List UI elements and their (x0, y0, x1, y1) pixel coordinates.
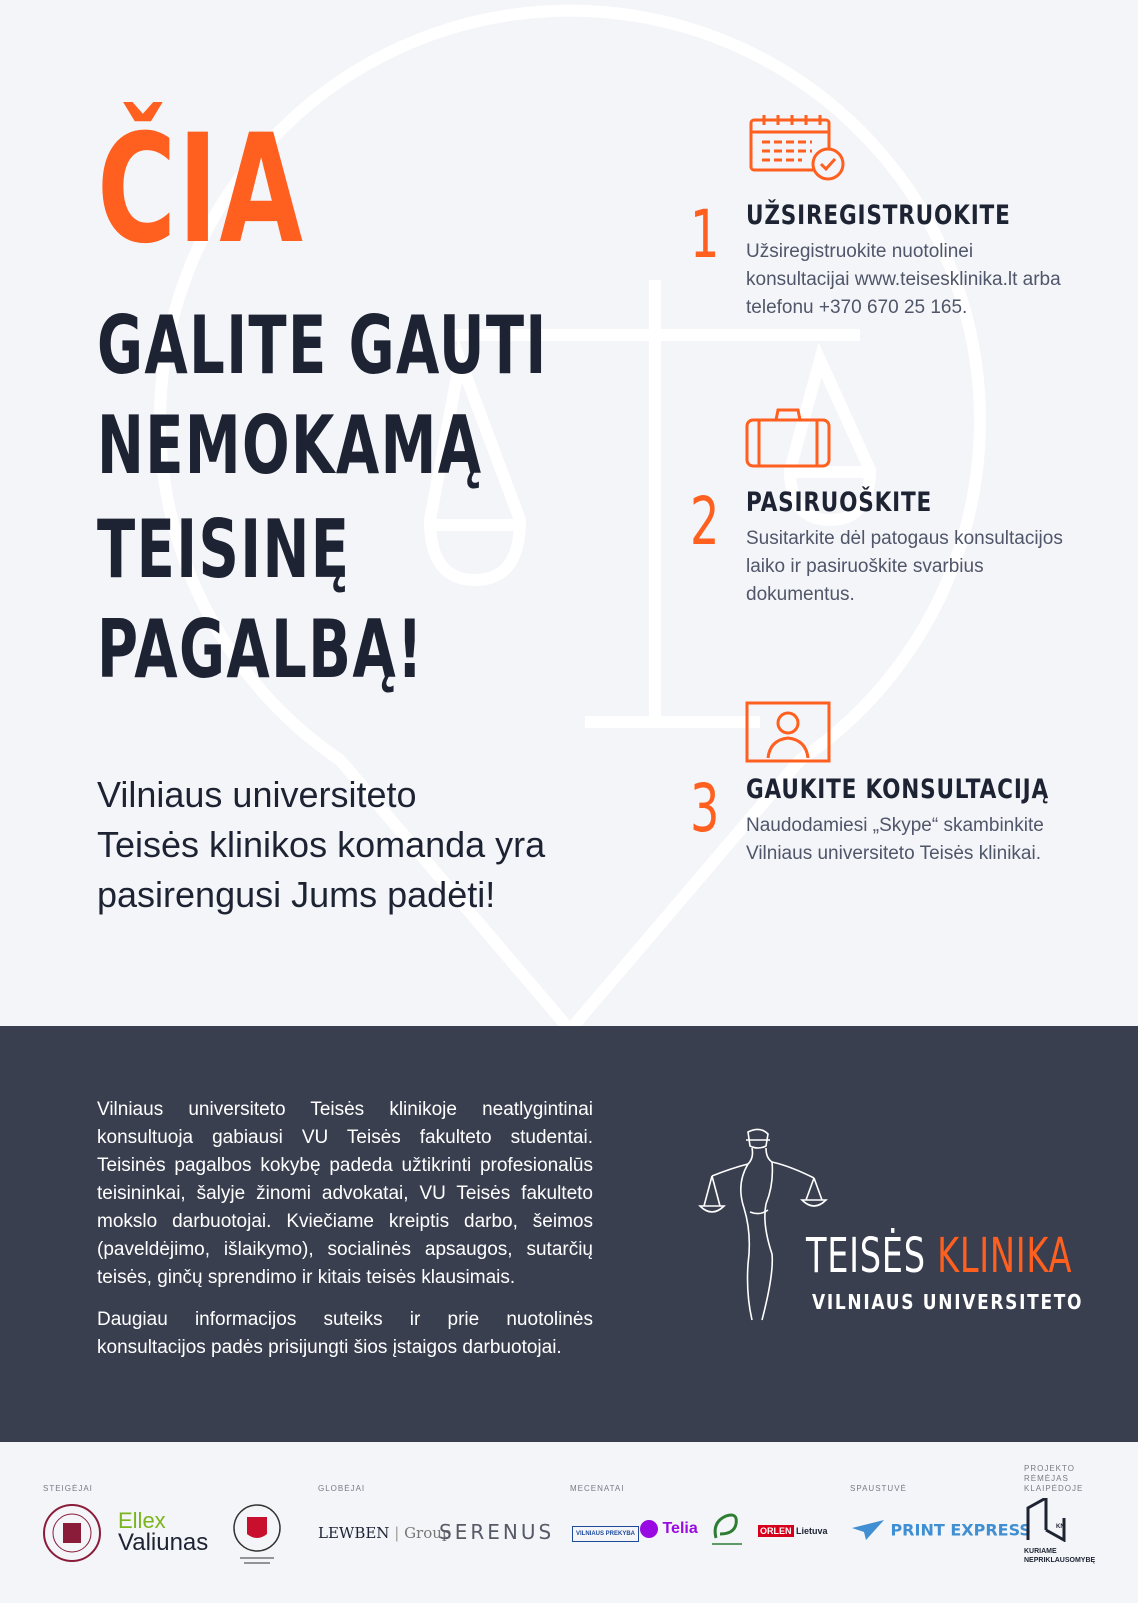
step-number: 1 (690, 196, 720, 273)
ellex-word: Ellex (118, 1508, 166, 1533)
vilniaus-prekyba-logo: VILNIAUS PREKYBA (572, 1526, 639, 1542)
intro-line-2: Teisės klinikos komanda yra (97, 824, 546, 865)
step-title: PASIRUOŠKITE (746, 487, 933, 518)
paper-plane-icon (850, 1518, 886, 1542)
telia-logo (640, 1520, 698, 1538)
organizer-leaf-logo-icon (708, 1510, 746, 1548)
info-paragraph-1: Vilniaus universiteto Teisės klinikoje neatlygintinai konsultuoja gabiausi VU Teisės fakulteto studentai. Teisinės pagalbos kokybę padeda užtikrinti profesionalūs teisininkai, šalyje žinomi advokatai, VU Teisės fakulteto mokslo darbuotojai. Kviečiame kreiptis darbo, šeimos (paveldėjimo, išlaikymo), socialinės apsaugos, sutarčių teisės, ginčų sprendimo ir kitais teisės klausimais. (97, 1099, 593, 1288)
intro-text (97, 770, 617, 920)
telia-word: Telia (662, 1520, 698, 1537)
video-call-icon (744, 700, 834, 766)
kn-mark: KN (1056, 1524, 1065, 1530)
kuriame-nepriklausomybe-logo (1024, 1498, 1098, 1565)
serenus-logo: SERENUS (439, 1520, 555, 1544)
headline-line-4: PAGALBĄ! (97, 603, 424, 696)
step-title: GAUKITE KONSULTACIJĄ (746, 774, 1050, 805)
headline-line-1: GALITE GAUTI (97, 299, 548, 392)
headline-line-2: NEMOKAMĄ (97, 399, 483, 492)
label-printing: SPAUSTUVĖ (850, 1484, 907, 1493)
step-number: 2 (690, 483, 720, 560)
student-representation-seal-icon (232, 1502, 282, 1566)
headline-highlight: ČIA (97, 103, 305, 277)
vilnius-university-seal-icon (42, 1502, 102, 1564)
step-number: 3 (690, 770, 720, 847)
info-paragraph-2: Daugiau informacijos suteiks ir prie nuotolinės konsultacijos padės prisijungti šios įstaigos darbuotojai. (97, 1309, 593, 1358)
logo-word-2: KLINIKA (937, 1228, 1073, 1284)
print-express-logo (850, 1518, 1031, 1542)
intro-line-3: pasirengusi Jums padėti! (97, 874, 496, 915)
lewben-word: LEWBEN (318, 1524, 390, 1542)
logo-subtitle: VILNIAUS UNIVERSITETO (812, 1290, 1084, 1314)
briefcase-icon (744, 406, 834, 470)
label-maecenas: MECENATAI (570, 1484, 625, 1493)
teises-klinika-logo (806, 1226, 1072, 1286)
sponsors-footer (0, 1442, 1138, 1603)
calendar-check-icon (748, 114, 848, 184)
step-text: Naudodamiesi „Skype“ skambinkite Vilniaus universiteto Teisės klinikai. (746, 815, 1044, 864)
telia-icon (640, 1520, 658, 1538)
headline-line-3: TEISINĘ (97, 503, 351, 596)
lewben-group-logo: LEWBEN | Group (318, 1524, 452, 1542)
orlen-word: ORLEN (760, 1526, 792, 1536)
label-founders: STEIGĖJAI (43, 1484, 93, 1493)
ellex-valiunas-logo (118, 1510, 208, 1554)
label-patrons: GLOBĖJAI (318, 1484, 366, 1493)
orlen-lietuva-logo (758, 1526, 828, 1536)
step-text: Susitarkite dėl patogaus konsultacijos laiko ir pasiruoškite svarbius dokumentus. (746, 528, 1063, 605)
lewben-group-word: Group (404, 1524, 452, 1542)
print-express-word: PRINT EXPRESS (890, 1520, 1031, 1540)
valiunas-word: Valiunas (118, 1529, 209, 1556)
label-sponsor-klaipeda: PROJEKTO RĖMĖJAS KLAIPĖDOJE (1024, 1464, 1084, 1493)
intro-line-1: Vilniaus universiteto (97, 774, 417, 815)
kuriame-word: KURIAME (1024, 1548, 1057, 1555)
nepriklausomybe-word: NEPRIKLAUSOMYBĘ (1024, 1557, 1096, 1564)
step-text: Užsiregistruokite nuotolinei konsultacijai www.teisesklinika.lt arba telefonu +370 670 25 165. (746, 241, 1061, 318)
kn-monogram-icon (1024, 1498, 1070, 1542)
logo-word-1: TEISĖS (806, 1228, 926, 1284)
info-section (0, 1026, 1138, 1442)
orlen-lietuva-word: Lietuva (796, 1526, 828, 1536)
step-title: UŽSIREGISTRUOKITE (746, 200, 1011, 231)
